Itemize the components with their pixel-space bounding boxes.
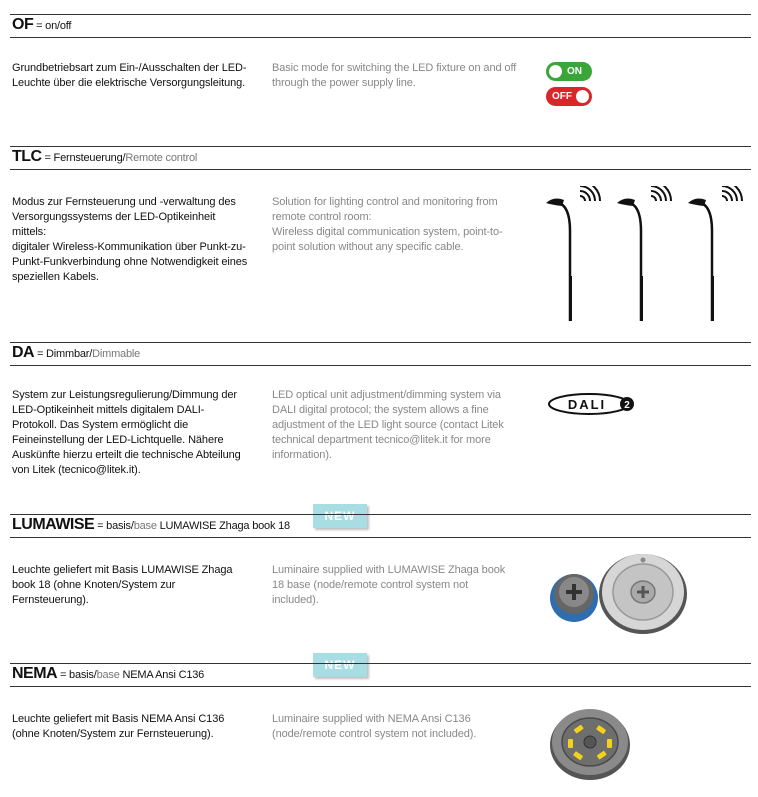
street-lamps-remote-icon <box>540 186 750 326</box>
description-en: Basic mode for switching the LED fixture on and off through the power supply line. <box>272 62 517 89</box>
description-en: Solution for lighting control and monitoring from remote control room: Wireless digital communication system, point-to-point solution without any specific cable. <box>272 196 503 253</box>
description-de: Modus zur Fernsteuerung und -verwaltung des Versorgungssystems der LED-Optikeinheit mittels: digitaler Wireless-Kommunikation über Punkt-zu-Punkt-Funkverbindung ohne Notwendigkeit eines speziellen Kabels. <box>12 196 248 283</box>
rule-bottom <box>10 365 751 366</box>
rule-top <box>10 663 751 664</box>
section-nema <box>10 663 751 793</box>
heading-text-de: = basis/ <box>94 520 134 532</box>
heading-text-de: = basis/ <box>57 669 97 681</box>
toggle-knob <box>576 90 589 103</box>
heading-text-en: Dimmable <box>92 348 141 360</box>
heading-code: NEMA <box>12 665 58 682</box>
heading-code: DA <box>12 344 35 361</box>
new-badge: NEW <box>313 504 367 528</box>
rule-bottom <box>10 686 751 687</box>
on-toggle-icon <box>546 62 592 81</box>
dali-logo-number: 2 <box>624 400 630 411</box>
heading-text: = on/off <box>33 20 72 32</box>
description-de: Leuchte geliefert mit Basis LUMAWISE Zhaga book 18 (ohne Knoten/System zur Fernsteuerung). <box>12 564 233 606</box>
heading-text-tail: NEMA Ansi C136 <box>119 669 205 681</box>
heading-code: OF <box>12 16 34 33</box>
description-de: System zur Leistungsregulierung/Dimmung der LED-Optikeinheit mittels digitalem DALI-Protokoll. Das System ermöglicht die Feineinstellung der LED-Lichtquelle. Nähere Auskünfte hierzu erteilt die technische Abteilung von Litek (tecnico@litek.it). <box>12 389 241 476</box>
description-de: Leuchte geliefert mit Basis NEMA Ansi C136 (ohne Knoten/System zur Fernsteuerung). <box>12 713 225 740</box>
lumawise-plug-icon <box>550 574 598 622</box>
lumawise-base-icon <box>546 550 691 635</box>
lumawise-socket-icon <box>599 554 687 634</box>
section-da <box>10 342 751 492</box>
rule-top <box>10 146 751 147</box>
heading-text-en: base <box>96 669 120 681</box>
rule-bottom <box>10 37 751 38</box>
rule-top <box>10 342 751 343</box>
street-lamp-icon <box>546 186 600 321</box>
section-tlc <box>10 146 751 336</box>
section-of <box>10 14 751 124</box>
section-heading <box>12 667 204 682</box>
section-heading <box>12 18 71 33</box>
new-badge: NEW <box>313 653 367 677</box>
heading-text-de: = Dimmbar/ <box>34 348 93 360</box>
section-lumawise <box>10 514 751 649</box>
description-de: Grundbetriebsart zum Ein-/Ausschalten der LED-Leuchte über die elektrische Versorgungsleitung. <box>12 62 247 89</box>
heading-text-en: base <box>133 520 157 532</box>
description-en: Luminaire supplied with NEMA Ansi C136 (node/remote control system not included). <box>272 713 477 740</box>
street-lamp-icon <box>688 186 742 321</box>
nema-socket-icon <box>548 705 632 781</box>
section-heading <box>12 518 290 533</box>
heading-text-tail: LUMAWISE Zhaga book 18 <box>156 520 290 532</box>
section-heading <box>12 346 140 361</box>
on-label: ON <box>567 66 582 77</box>
heading-text-de: = Fernsteuerung/ <box>41 152 126 164</box>
description-en: LED optical unit adjustment/dimming system via DALI digital protocol; the system allows a fine adjustment of the LED light source (contact Litek technical department tecnico@litek.it for more information). <box>272 389 504 461</box>
rule-top <box>10 514 751 515</box>
off-toggle-icon <box>546 87 592 106</box>
toggle-knob <box>549 65 562 78</box>
street-lamp-icon <box>617 186 671 321</box>
off-label: OFF <box>552 91 572 102</box>
dali-logo-text: DALI <box>567 397 607 412</box>
section-heading <box>12 150 197 165</box>
description-en: Luminaire supplied with LUMAWISE Zhaga book 18 base (node/remote control system not included). <box>272 564 506 606</box>
heading-code: TLC <box>12 148 42 165</box>
rule-bottom <box>10 169 751 170</box>
heading-text-en: Remote control <box>125 152 198 164</box>
rule-top <box>10 14 751 15</box>
dali-logo-icon <box>547 392 637 416</box>
heading-code: LUMAWISE <box>12 516 95 533</box>
rule-bottom <box>10 537 751 538</box>
